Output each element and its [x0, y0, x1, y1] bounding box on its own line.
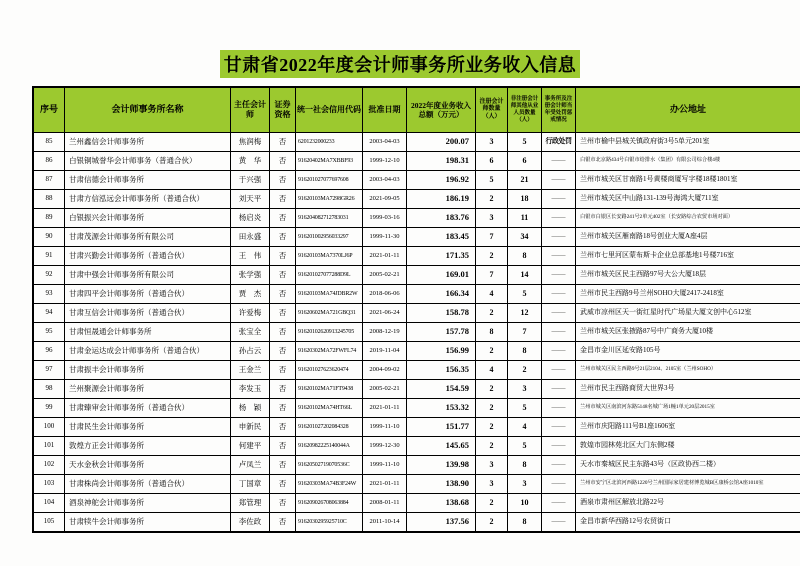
cell-approval-date: 2005-02-21 — [363, 380, 407, 399]
cell-securities-qualification: 否 — [270, 209, 296, 228]
cell-income: 171.35 — [407, 247, 476, 266]
cell-cpa-count: 4 — [476, 361, 508, 380]
cell-firm-name: 甘肃臻审会计师事务所（普通合伙） — [65, 399, 231, 418]
cell-non-cpa-count: 5 — [508, 285, 542, 304]
cell-approval-date: 2021-01-11 — [363, 247, 407, 266]
cell-address: 兰州市安宁区北滨河西路1220号兰州国际家居建材博览城B区康桥公馆A座1010室 — [576, 475, 800, 494]
cell-credit-code: 916209026708063884 — [296, 494, 363, 513]
cell-firm-name: 白银振兴会计师事务所 — [65, 209, 231, 228]
cell-securities-qualification: 否 — [270, 513, 296, 533]
cell-income: 166.34 — [407, 285, 476, 304]
cell-firm-name: 甘肃兴勤会计师事务所（普通合伙） — [65, 247, 231, 266]
cell-penalty: —— — [542, 399, 576, 418]
table-row — [33, 342, 800, 361]
cell-address: 敦煌市园林苑北区大门东侧2楼 — [576, 437, 800, 456]
cell-non-cpa-count: 5 — [508, 437, 542, 456]
cell-chief-accountant: 卢凤兰 — [231, 456, 270, 475]
cell-index: 95 — [33, 323, 65, 342]
cell-securities-qualification: 否 — [270, 304, 296, 323]
cell-credit-code: 91620602MA721GBQ31 — [296, 304, 363, 323]
cell-approval-date: 1999-11-10 — [363, 456, 407, 475]
cell-approval-date: 1999-11-10 — [363, 418, 407, 437]
cell-securities-qualification: 否 — [270, 133, 296, 152]
cell-non-cpa-count: 2 — [508, 361, 542, 380]
table-row — [33, 247, 800, 266]
cell-approval-date: 1999-11-30 — [363, 228, 407, 247]
cell-index: 86 — [33, 152, 65, 171]
cell-cpa-count: 2 — [476, 437, 508, 456]
cell-penalty: —— — [542, 209, 576, 228]
cell-approval-date: 2004-09-02 — [363, 361, 407, 380]
cell-chief-accountant: 何建平 — [231, 437, 270, 456]
table-row — [33, 475, 800, 494]
cell-address: 天水市秦城区民主东路43号（区政协西二楼） — [576, 456, 800, 475]
cell-cpa-count: 5 — [476, 171, 508, 190]
cell-income: 200.07 — [407, 133, 476, 152]
cell-credit-code: 916201027202084328 — [296, 418, 363, 437]
cell-address: 武威市凉州区天一街红星时代广场星大厦文创中心512室 — [576, 304, 800, 323]
table-row — [33, 285, 800, 304]
cell-non-cpa-count: 8 — [508, 513, 542, 533]
cell-non-cpa-count: 14 — [508, 266, 542, 285]
cell-chief-accountant: 李佐政 — [231, 513, 270, 533]
cell-approval-date: 1999-03-16 — [363, 209, 407, 228]
cell-firm-name: 甘肃方信泓远会计师事务所（普通合伙） — [65, 190, 231, 209]
cell-index: 92 — [33, 266, 65, 285]
cell-address: 白银市北京路434号白银市给排水（集团）有限公司综合楼4楼 — [576, 152, 800, 171]
cell-firm-name: 甘肃中强会计师事务所有限公司 — [65, 266, 231, 285]
cell-credit-code: 91620502719070536C — [296, 456, 363, 475]
cell-income: 183.45 — [407, 228, 476, 247]
table-row — [33, 171, 800, 190]
cell-non-cpa-count: 5 — [508, 399, 542, 418]
cell-cpa-count: 2 — [476, 380, 508, 399]
cell-firm-name: 甘肃互信会计师事务所（普通合伙） — [65, 304, 231, 323]
table-row — [33, 456, 800, 475]
cell-address: 兰州市城关区民主西路97号大公大厦18层 — [576, 266, 800, 285]
cell-non-cpa-count: 5 — [508, 133, 542, 152]
cell-securities-qualification: 否 — [270, 437, 296, 456]
cell-chief-accountant: 黄 华 — [231, 152, 270, 171]
cell-cpa-count: 4 — [476, 285, 508, 304]
page-title-text: 甘肃省2022年度会计师事务所业务收入信息 — [220, 50, 581, 78]
cell-securities-qualification: 否 — [270, 266, 296, 285]
cell-securities-qualification: 否 — [270, 228, 296, 247]
cell-address: 兰州市城关区张掖路87号中广商务大厦10楼 — [576, 323, 800, 342]
income-table — [32, 86, 800, 533]
cell-address: 兰州市城关区中山路131-139号海鸿大厦711室 — [576, 190, 800, 209]
cell-index: 85 — [33, 133, 65, 152]
cell-index: 100 — [33, 418, 65, 437]
cell-chief-accountant: 李发玉 — [231, 380, 270, 399]
cell-securities-qualification: 否 — [270, 190, 296, 209]
cell-approval-date: 1999-12-30 — [363, 437, 407, 456]
cell-chief-accountant: 田永盛 — [231, 228, 270, 247]
cell-firm-name: 甘肃四平会计师事务所（普通合伙） — [65, 285, 231, 304]
table-row — [33, 494, 800, 513]
cell-income: 138.68 — [407, 494, 476, 513]
cell-penalty: —— — [542, 361, 576, 380]
column-header-approval-date: 批准日期 — [363, 87, 407, 133]
table-row — [33, 437, 800, 456]
cell-income: 198.31 — [407, 152, 476, 171]
cell-chief-accountant: 杨 颖 — [231, 399, 270, 418]
cell-income: 183.76 — [407, 209, 476, 228]
header-row — [33, 87, 800, 133]
cell-securities-qualification: 否 — [270, 380, 296, 399]
cell-cpa-count: 3 — [476, 209, 508, 228]
income-table-body — [33, 133, 800, 533]
cell-address: 金昌市新华西路12号农贸街口 — [576, 513, 800, 533]
cell-index: 104 — [33, 494, 65, 513]
cell-address: 兰州市城关区民主西路9号21层2104、2105室（兰州SOHO） — [576, 361, 800, 380]
cell-index: 105 — [33, 513, 65, 533]
cell-cpa-count: 3 — [476, 133, 508, 152]
table-row — [33, 304, 800, 323]
cell-credit-code: 91620103MA7298GR26 — [296, 190, 363, 209]
cell-index: 97 — [33, 361, 65, 380]
cell-approval-date: 2008-12-19 — [363, 323, 407, 342]
cell-approval-date: 1999-12-10 — [363, 152, 407, 171]
cell-penalty: —— — [542, 285, 576, 304]
cell-address: 兰州市民主西路9号兰州SOHO大厦2417-2418室 — [576, 285, 800, 304]
table-row — [33, 133, 800, 152]
cell-chief-accountant: 杨启炎 — [231, 209, 270, 228]
cell-index: 102 — [33, 456, 65, 475]
column-header-chief-accountant: 主任会计师 — [231, 87, 270, 133]
cell-income: 151.77 — [407, 418, 476, 437]
cell-securities-qualification: 否 — [270, 342, 296, 361]
income-table-header — [33, 87, 800, 133]
cell-securities-qualification: 否 — [270, 475, 296, 494]
cell-income: 196.92 — [407, 171, 476, 190]
cell-penalty: —— — [542, 152, 576, 171]
cell-index: 98 — [33, 380, 65, 399]
cell-securities-qualification: 否 — [270, 494, 296, 513]
cell-index: 103 — [33, 475, 65, 494]
cell-securities-qualification: 否 — [270, 247, 296, 266]
cell-address: 白银市白银区长安路241号2单元402室（长安路综合农贸市场对面） — [576, 209, 800, 228]
cell-non-cpa-count: 8 — [508, 342, 542, 361]
cell-cpa-count: 2 — [476, 513, 508, 533]
cell-income: 145.65 — [407, 437, 476, 456]
cell-firm-name: 兰州鑫信会计师事务所 — [65, 133, 231, 152]
cell-index: 87 — [33, 171, 65, 190]
cell-approval-date: 2008-01-11 — [363, 494, 407, 513]
cell-credit-code: 916201027077697608 — [296, 171, 363, 190]
cell-credit-code: 6201232000233 — [296, 133, 363, 152]
cell-penalty: —— — [542, 437, 576, 456]
cell-non-cpa-count: 4 — [508, 418, 542, 437]
cell-non-cpa-count: 3 — [508, 380, 542, 399]
cell-index: 93 — [33, 285, 65, 304]
cell-income: 156.99 — [407, 342, 476, 361]
cell-address: 兰州市七里河区蒙布斯卡企业总部基地1号楼716室 — [576, 247, 800, 266]
cell-index: 99 — [33, 399, 65, 418]
cell-cpa-count: 7 — [476, 266, 508, 285]
cell-credit-code: 9162030295925710C — [296, 513, 363, 533]
cell-credit-code: 916201002956033297 — [296, 228, 363, 247]
cell-approval-date: 2021-01-11 — [363, 475, 407, 494]
table-row — [33, 190, 800, 209]
cell-address: 兰州市民主西路商贸大世界3号 — [576, 380, 800, 399]
cell-penalty: —— — [542, 323, 576, 342]
cell-income: 138.90 — [407, 475, 476, 494]
cell-credit-code: 91620303MA74B3F24W — [296, 475, 363, 494]
cell-cpa-count: 8 — [476, 323, 508, 342]
cell-cpa-count: 7 — [476, 228, 508, 247]
cell-credit-code: 916204082712783031 — [296, 209, 363, 228]
cell-credit-code: 916201027077288D9L — [296, 266, 363, 285]
cell-penalty: 行政处罚 — [542, 133, 576, 152]
cell-chief-accountant: 孙占云 — [231, 342, 270, 361]
cell-firm-name: 甘肃犊牛会计师事务所 — [65, 513, 231, 533]
cell-firm-name: 甘肃民生会计师事务所 — [65, 418, 231, 437]
cell-firm-name: 白银铜城誉华会计师事务（普通合伙） — [65, 152, 231, 171]
cell-income: 139.98 — [407, 456, 476, 475]
cell-firm-name: 甘肃株尚会计师事务所（普通合伙） — [65, 475, 231, 494]
cell-chief-accountant: 申新民 — [231, 418, 270, 437]
cell-approval-date: 2003-04-03 — [363, 171, 407, 190]
cell-credit-code: 91620102MA74HT66L — [296, 399, 363, 418]
cell-chief-accountant: 王 伟 — [231, 247, 270, 266]
cell-chief-accountant: 许爱梅 — [231, 304, 270, 323]
cell-penalty: —— — [542, 418, 576, 437]
column-header-firm-name: 会计师事务所名称 — [65, 87, 231, 133]
cell-penalty: —— — [542, 247, 576, 266]
cell-penalty: —— — [542, 475, 576, 494]
cell-non-cpa-count: 7 — [508, 323, 542, 342]
cell-non-cpa-count: 21 — [508, 171, 542, 190]
cell-approval-date: 2019-11-04 — [363, 342, 407, 361]
cell-non-cpa-count: 6 — [508, 152, 542, 171]
cell-securities-qualification: 否 — [270, 285, 296, 304]
cell-chief-accountant: 张宝全 — [231, 323, 270, 342]
cell-penalty: —— — [542, 456, 576, 475]
cell-cpa-count: 2 — [476, 399, 508, 418]
cell-income: 153.32 — [407, 399, 476, 418]
cell-firm-name: 甘肃恒晟通会计师事务所 — [65, 323, 231, 342]
cell-income: 137.56 — [407, 513, 476, 533]
table-row — [33, 323, 800, 342]
cell-cpa-count: 2 — [476, 494, 508, 513]
column-header-non-cpa-count: 非注册会计师其他从业人员数量（人） — [508, 87, 542, 133]
cell-index: 90 — [33, 228, 65, 247]
column-header-credit-code: 统一社会信用代码 — [296, 87, 363, 133]
cell-non-cpa-count: 8 — [508, 456, 542, 475]
cell-cpa-count: 2 — [476, 190, 508, 209]
cell-chief-accountant: 于兴强 — [231, 171, 270, 190]
cell-non-cpa-count: 3 — [508, 475, 542, 494]
cell-income: 154.59 — [407, 380, 476, 399]
cell-approval-date: 2021-01-11 — [363, 399, 407, 418]
cell-firm-name: 甘肃茂源会计师事务所有限公司 — [65, 228, 231, 247]
cell-approval-date: 2011-10-14 — [363, 513, 407, 533]
cell-securities-qualification: 否 — [270, 418, 296, 437]
cell-firm-name: 酒泉神舵会计师事务所 — [65, 494, 231, 513]
cell-index: 94 — [33, 304, 65, 323]
cell-credit-code: 916201027623620474 — [296, 361, 363, 380]
cell-cpa-count: 3 — [476, 456, 508, 475]
cell-cpa-count: 2 — [476, 304, 508, 323]
cell-penalty: —— — [542, 190, 576, 209]
table-row — [33, 513, 800, 533]
cell-credit-code: 91620103MA7370LJ6P — [296, 247, 363, 266]
column-header-cpa-count: 注册会计师数量（人） — [476, 87, 508, 133]
cell-penalty: —— — [542, 494, 576, 513]
cell-income: 169.01 — [407, 266, 476, 285]
cell-cpa-count: 6 — [476, 152, 508, 171]
cell-firm-name: 敦煌方正会计师事务所 — [65, 437, 231, 456]
table-row — [33, 380, 800, 399]
cell-non-cpa-count: 34 — [508, 228, 542, 247]
cell-penalty: —— — [542, 513, 576, 533]
cell-non-cpa-count: 11 — [508, 209, 542, 228]
cell-securities-qualification: 否 — [270, 171, 296, 190]
table-row — [33, 209, 800, 228]
cell-income: 156.35 — [407, 361, 476, 380]
cell-penalty: —— — [542, 266, 576, 285]
cell-credit-code: 91620402MA7XBBF93 — [296, 152, 363, 171]
cell-index: 91 — [33, 247, 65, 266]
cell-index: 101 — [33, 437, 65, 456]
cell-chief-accountant: 贾 杰 — [231, 285, 270, 304]
cell-address: 兰州市庆阳路111号B1座1606室 — [576, 418, 800, 437]
cell-securities-qualification: 否 — [270, 399, 296, 418]
cell-credit-code: 91620102620913245705 — [296, 323, 363, 342]
cell-approval-date: 2005-02-21 — [363, 266, 407, 285]
cell-penalty: —— — [542, 228, 576, 247]
cell-securities-qualification: 否 — [270, 152, 296, 171]
cell-non-cpa-count: 12 — [508, 304, 542, 323]
page-title — [0, 50, 800, 78]
table-row — [33, 152, 800, 171]
cell-chief-accountant: 郑管理 — [231, 494, 270, 513]
cell-chief-accountant: 刘天平 — [231, 190, 270, 209]
column-header-address: 办公地址 — [576, 87, 800, 133]
cell-income: 157.78 — [407, 323, 476, 342]
cell-firm-name: 兰州聚源会计师事务所 — [65, 380, 231, 399]
cell-approval-date: 2003-04-03 — [363, 133, 407, 152]
cell-address: 兰州市城关区雁南路18号创业大厦A座4层 — [576, 228, 800, 247]
cell-chief-accountant: 焦润梅 — [231, 133, 270, 152]
table-row — [33, 266, 800, 285]
cell-cpa-count: 2 — [476, 247, 508, 266]
cell-securities-qualification: 否 — [270, 456, 296, 475]
cell-penalty: —— — [542, 380, 576, 399]
cell-index: 89 — [33, 209, 65, 228]
cell-income: 158.78 — [407, 304, 476, 323]
cell-firm-name: 甘肃金运达成会计师事务所（普通合伙） — [65, 342, 231, 361]
cell-address: 金昌市金川区延安路105号 — [576, 342, 800, 361]
cell-penalty: —— — [542, 171, 576, 190]
cell-chief-accountant: 丁国章 — [231, 475, 270, 494]
cell-credit-code: 91620103MA74JDBR2W — [296, 285, 363, 304]
cell-securities-qualification: 否 — [270, 361, 296, 380]
cell-index: 88 — [33, 190, 65, 209]
cell-address: 酒泉市肃州区解放北路22号 — [576, 494, 800, 513]
cell-address: 兰州市城关区南滨河东路5148名城广场1幢1单元20层2015室 — [576, 399, 800, 418]
cell-credit-code: 91620102MA71FT9438 — [296, 380, 363, 399]
cell-cpa-count: 2 — [476, 418, 508, 437]
cell-approval-date: 2018-06-06 — [363, 285, 407, 304]
cell-index: 96 — [33, 342, 65, 361]
cell-approval-date: 2021-09-05 — [363, 190, 407, 209]
column-header-penalty: 事务所及注册会计师当年受处罚惩戒情况 — [542, 87, 576, 133]
cell-income: 186.19 — [407, 190, 476, 209]
cell-chief-accountant: 王金兰 — [231, 361, 270, 380]
cell-address: 兰州市榆中县城关镇政府街3号5单元201室 — [576, 133, 800, 152]
cell-penalty: —— — [542, 342, 576, 361]
cell-firm-name: 甘肃信德会计师事务所 — [65, 171, 231, 190]
cell-credit-code: 91620302MA72FWFL74 — [296, 342, 363, 361]
cell-penalty: —— — [542, 304, 576, 323]
table-row — [33, 399, 800, 418]
cell-address: 兰州市城关区甘南路1号黄楼商厦写字楼18楼1801室 — [576, 171, 800, 190]
cell-securities-qualification: 否 — [270, 323, 296, 342]
table-row — [33, 228, 800, 247]
cell-cpa-count: 3 — [476, 475, 508, 494]
cell-chief-accountant: 张学强 — [231, 266, 270, 285]
column-header-securities-qualification: 证券资格 — [270, 87, 296, 133]
cell-non-cpa-count: 18 — [508, 190, 542, 209]
table-row — [33, 418, 800, 437]
cell-credit-code: 91620982225140044A — [296, 437, 363, 456]
column-header-income: 2022年度业务收入总额（万元） — [407, 87, 476, 133]
cell-firm-name: 天水金秋会计师事务所 — [65, 456, 231, 475]
cell-approval-date: 2021-06-24 — [363, 304, 407, 323]
table-row — [33, 361, 800, 380]
cell-non-cpa-count: 10 — [508, 494, 542, 513]
cell-non-cpa-count: 8 — [508, 247, 542, 266]
cell-cpa-count: 2 — [476, 342, 508, 361]
cell-firm-name: 甘肃振丰会计师事务所 — [65, 361, 231, 380]
column-header-index: 序号 — [33, 87, 65, 133]
